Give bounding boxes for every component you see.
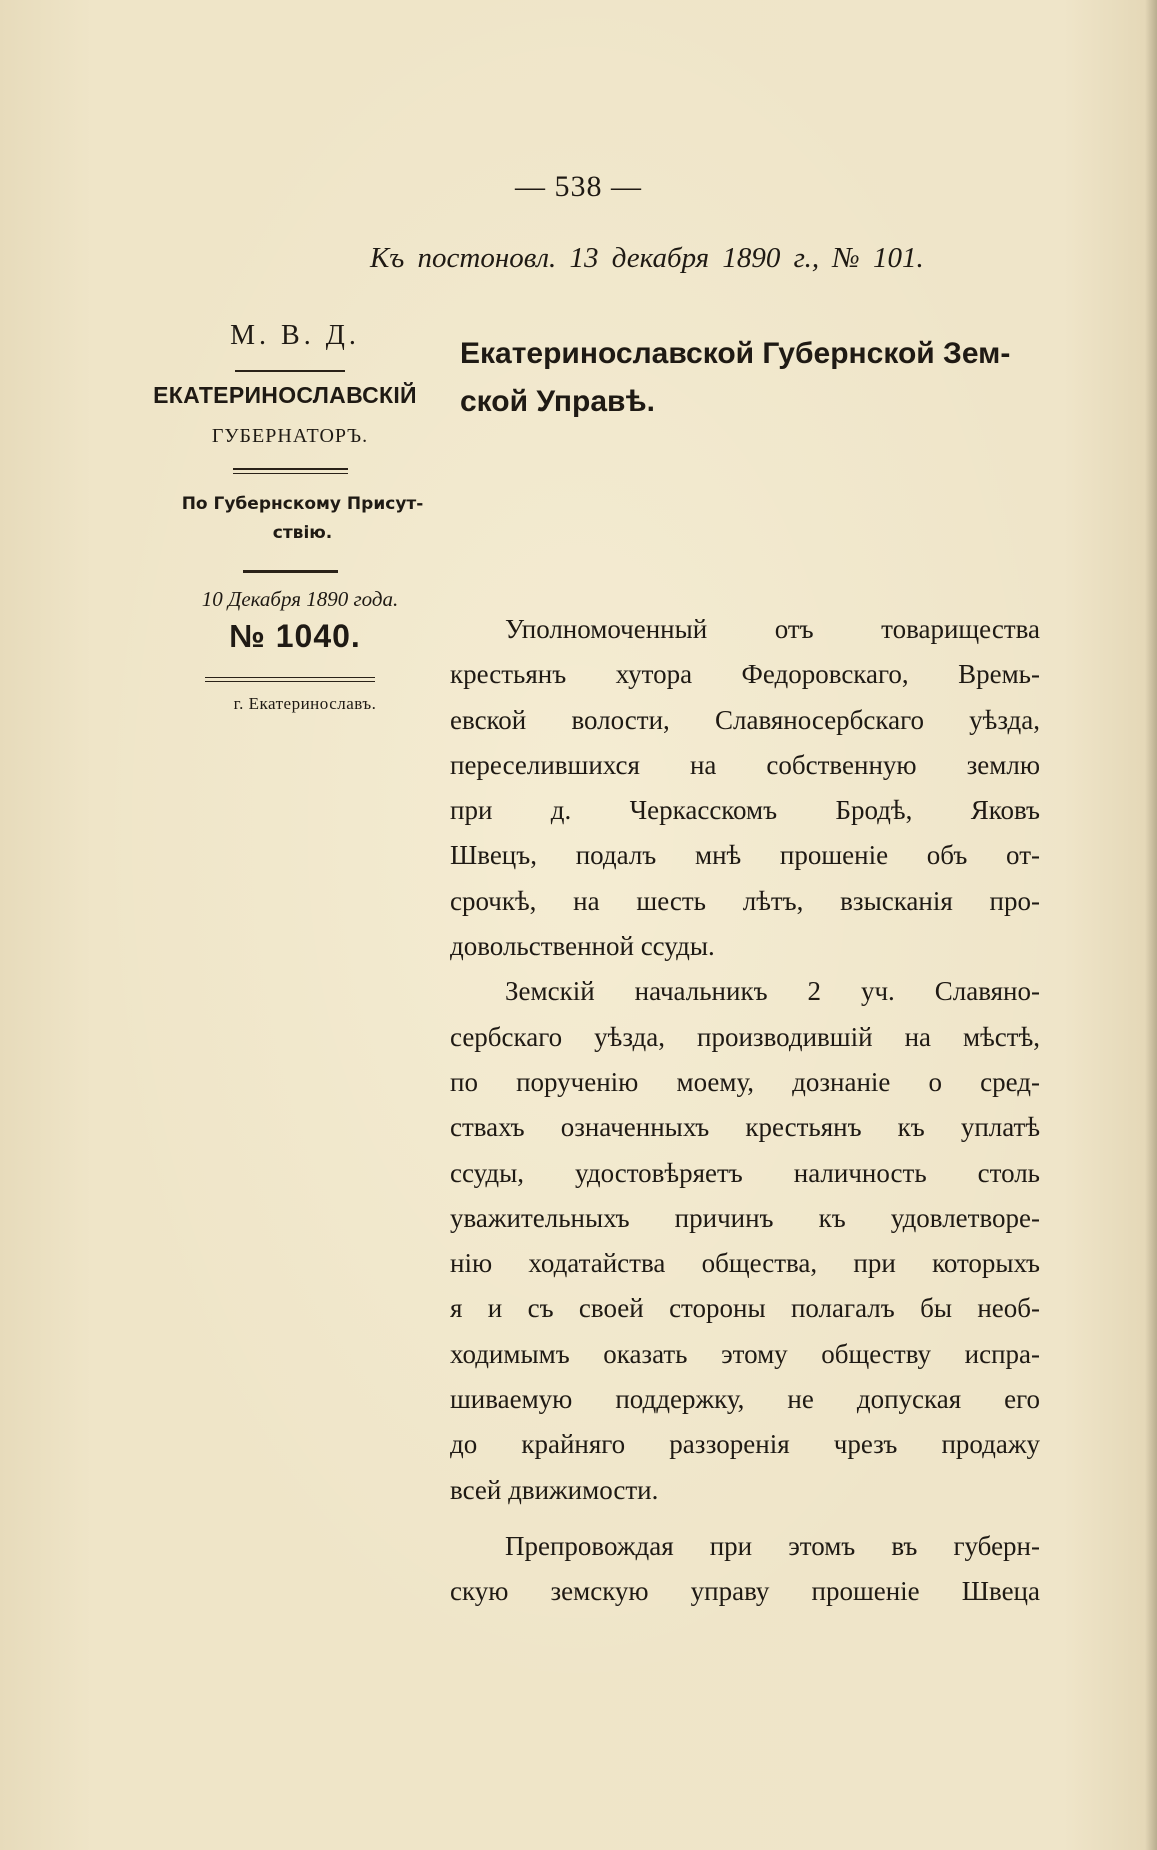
page-edge-shadow bbox=[1145, 0, 1157, 1850]
page-number: — 538 — bbox=[515, 170, 642, 203]
body-line: довольственной ссуды. bbox=[450, 931, 715, 962]
divider-bold bbox=[243, 570, 338, 573]
ministry-label: М. В. Д. bbox=[230, 320, 360, 351]
body-line: срочкѣ, на шесть лѣтъ, взысканія про- bbox=[450, 885, 1040, 916]
department-label bbox=[165, 490, 440, 548]
body-line: сербскаго уѣзда, производившій на мѣстѣ, bbox=[450, 1021, 1040, 1052]
divider-double bbox=[233, 468, 348, 474]
addressee-line-2: ской Управѣ. bbox=[460, 385, 655, 418]
letter-body bbox=[450, 607, 1040, 1615]
body-line: до крайняго раззоренія чрезъ продажу bbox=[450, 1429, 1040, 1460]
body-line: по порученію моему, дознаніе о сред- bbox=[450, 1066, 1040, 1097]
paragraph-gap bbox=[450, 1513, 1040, 1524]
body-line: при д. Черкасскомъ Бродѣ, Яковъ bbox=[450, 795, 1040, 826]
body-line: ходимымъ оказать этому обществу испра- bbox=[450, 1338, 1040, 1369]
body-line: Земскій начальникъ 2 уч. Славяно- bbox=[505, 976, 1040, 1007]
addressee-line-1: Екатеринославской Губернской Зем- bbox=[460, 337, 1011, 370]
body-line: переселившихся на собственную землю bbox=[450, 749, 1040, 780]
body-line: я и съ своей стороны полагалъ бы необ- bbox=[450, 1293, 1040, 1324]
body-line: шиваемую поддержку, не допуская его bbox=[450, 1384, 1040, 1415]
letter-date: 10 Декабря 1890 года. bbox=[201, 587, 399, 611]
body-line: евской волости, Славяносербскаго уѣзда, bbox=[450, 704, 1040, 735]
divider-thin bbox=[235, 370, 345, 372]
sender-block bbox=[140, 320, 440, 714]
body-line: нію ходатайства общества, при которыхъ bbox=[450, 1248, 1040, 1279]
body-line: уважительныхъ причинъ къ удовлетворе- bbox=[450, 1202, 1040, 1233]
body-line: всей движимости. bbox=[450, 1474, 659, 1505]
letter-number: № 1040. bbox=[229, 618, 361, 654]
body-line: ствахъ означенныхъ крестьянъ къ уплатѣ bbox=[450, 1112, 1040, 1143]
body-line: Уполномоченный отъ товарищества bbox=[505, 614, 1040, 644]
body-line: ссуды, удостовѣряетъ наличность столь bbox=[450, 1157, 1040, 1188]
governor-subtitle: ГУБЕРНАТОРЪ. bbox=[211, 425, 369, 447]
department-line-1: По Губернскому Присут- bbox=[181, 494, 424, 514]
governor-title: ЕКАТЕРИНОСЛАВСКІЙ bbox=[153, 382, 417, 408]
reference-line: Къ постоновл. 13 декабря 1890 г., № 101. bbox=[370, 242, 924, 274]
city-label: г. Екатеринославъ. bbox=[233, 694, 377, 713]
body-line: Швецъ, подалъ мнѣ прошеніе объ от- bbox=[450, 840, 1040, 871]
department-line-2: ствію. bbox=[272, 523, 333, 543]
addressee-heading bbox=[460, 330, 1040, 426]
body-line: крестьянъ хутора Федоровскаго, Времь- bbox=[450, 659, 1040, 690]
divider-double-wide bbox=[205, 677, 375, 682]
body-line: Препровождая при этомъ въ губерн- bbox=[505, 1530, 1040, 1561]
body-line: скую земскую управу прошеніе Швеца bbox=[450, 1576, 1040, 1607]
